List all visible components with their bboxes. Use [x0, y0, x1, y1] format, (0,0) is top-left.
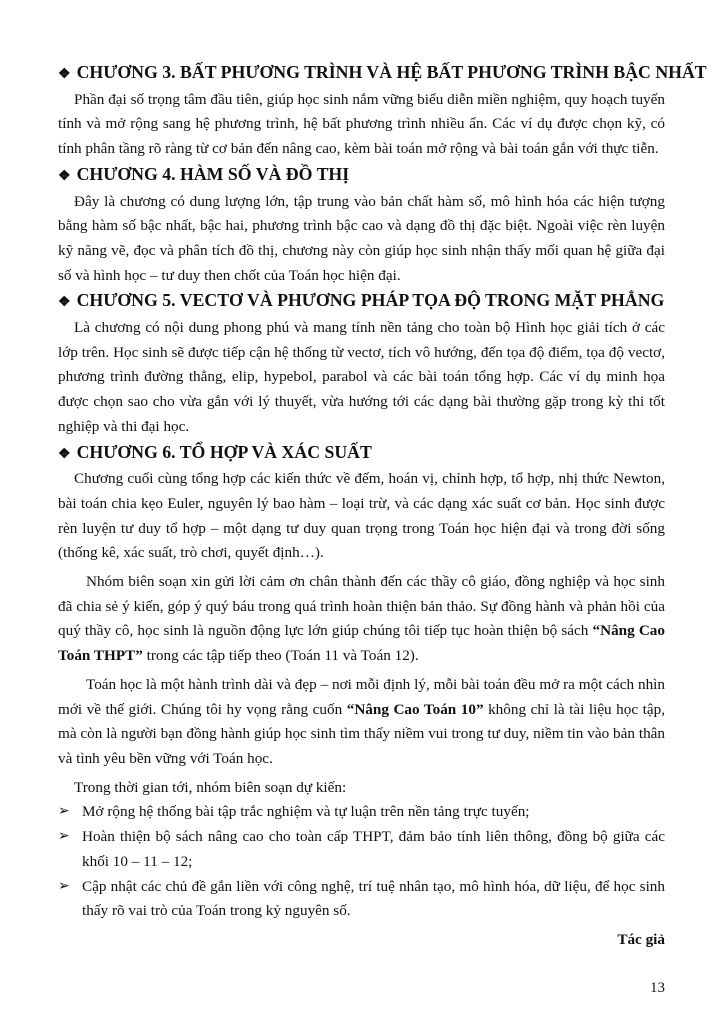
plan-text: Cập nhật các chủ đề gắn liền với công nghệ, trí tuệ nhân tạo, mô hình hóa, dữ liệu, để học sinh thấy rõ vai trò của Toán trong kỷ nguyên số.	[82, 877, 665, 920]
chapter-4-body: Đây là chương có dung lượng lớn, tập trung vào bản chất hàm số, mô hình hóa các hiện tượng bằng hàm số bậc nhất, bậc hai, phương trình bậc cao và dạng đồ thị đặc biệt. Ngoài việc rèn luyện kỹ năng vẽ, đọc và phân tích đồ thị, chương này còn giúp học sinh nhận thấy mối quan hệ giữa đại số và hình học – tư duy then chốt của Toán học hiện đại.	[58, 192, 665, 284]
diamond-bullet-icon: ❖	[58, 168, 71, 184]
plans-list	[58, 800, 665, 924]
thanks-paragraph	[58, 570, 665, 669]
chapter-6-title: CHƯƠNG 6. TỔ HỢP VÀ XÁC SUẤT	[76, 441, 372, 462]
diamond-bullet-icon: ❖	[58, 67, 71, 82]
plan-text: Hoàn thiện bộ sách nâng cao cho toàn cấp THPT, đảm bảo tính liên thông, đồng bộ giữa các khối 10 – 11 – 12;	[82, 828, 665, 870]
chapter-5	[58, 288, 665, 439]
diamond-bullet-icon: ❖	[58, 295, 71, 311]
arrow-bullet-icon: ➢	[58, 829, 70, 845]
chapter-5-body: Là chương có nội dung phong phú và mang tính nền tảng cho toàn bộ Hình học giải tích ở các lớp trên. Học sinh sẽ được tiếp cận hệ thống từ vectơ, tích vô hướng, đến tọa độ điểm, tọa độ vectơ, phương trình đường thẳng, elip, hypebol, parabol và các bài toán tổng hợp. Các ví dụ minh họa được chọn sao cho vừa gắn với lý thuyết, vừa hướng tới các dạng bài thường gặp trong kỳ thi tốt nghiệp và thi đại học.	[58, 319, 665, 435]
chapter-3	[58, 60, 707, 162]
journey-paragraph	[58, 673, 665, 772]
book-series-title: “Nâng Cao Toán THPT”	[58, 622, 665, 665]
journey-text-end: không chỉ là tài liệu học tập, mà còn là người bạn đồng hành giúp học sinh tìm thấy niềm vui trong tư duy, niềm tin vào bản thân và tình yêu bền vững với Toán học.	[58, 700, 665, 767]
document-page	[58, 60, 707, 953]
chapter-3-title: CHƯƠNG 3. BẤT PHƯƠNG TRÌNH VÀ HỆ BẤT PHƯƠNG TRÌNH BẬC NHẤT	[76, 62, 707, 82]
diamond-bullet-icon: ❖	[58, 446, 71, 462]
chapter-4-title: CHƯƠNG 4. HÀM SỐ VÀ ĐỒ THỊ	[76, 163, 350, 184]
plan-text: Mở rộng hệ thống bài tập trắc nghiệm và tự luận trên nền tảng trực tuyến;	[82, 803, 530, 821]
chapter-6	[58, 440, 665, 567]
chapter-5-heading	[58, 288, 665, 316]
thanks-text-end: trong các tập tiếp theo (Toán 11 và Toán 12).	[142, 647, 419, 665]
page-number: 13	[650, 980, 665, 996]
chapter-3-body: Phần đại số trọng tâm đầu tiên, giúp học sinh nắm vững biểu diễn miền nghiệm, quy hoạch tuyến tính và mở rộng sang hệ phương trình, hệ bất phương trình nhiều ẩn. Các ví dụ được chọn kỹ, có tính phân tầng rõ ràng từ cơ bản đến nâng cao, kèm bài toán mở rộng và bài toán gắn với thực tiễn.	[58, 90, 665, 158]
arrow-bullet-icon: ➢	[58, 804, 70, 820]
chapter-4-heading	[58, 162, 665, 190]
chapter-6-body: Chương cuối cùng tổng hợp các kiến thức về đếm, hoán vị, chỉnh hợp, tổ hợp, nhị thức Newton, bài toán chia kẹo Euler, nguyên lý bao hàm – loại trừ, và các dạng xác suất cơ bản. Học sinh được rèn luyện tư duy tổ hợp – một dạng tư duy quan trọng trong Toán học hiện đại và trong đời sống (thống kê, xác suất, trò chơi, quyết định…).	[58, 470, 665, 562]
arrow-bullet-icon: ➢	[58, 878, 70, 894]
chapter-4	[58, 162, 665, 289]
chapter-3-heading	[58, 60, 707, 88]
book-title: “Nâng Cao Toán 10”	[346, 700, 484, 718]
thanks-text: Nhóm biên soạn xin gửi lời cảm ơn chân thành đến các thầy cô giáo, đồng nghiệp và học sinh đã chia sẻ ý kiến, góp ý quý báu trong quá trình hoàn thiện bản thảo. Sự đồng hành và phản hồi của quý thầy cô, học sinh là nguồn động lực lớn giúp chúng tôi tiếp tục hoàn thiện bộ sách	[58, 573, 665, 640]
author-signature: Tác giả	[617, 930, 665, 948]
list-item	[58, 875, 665, 924]
plans-intro: Trong thời gian tới, nhóm biên soạn dự kiến:	[74, 778, 347, 796]
list-item	[58, 800, 665, 825]
list-item	[58, 825, 665, 874]
chapter-5-title: CHƯƠNG 5. VECTƠ VÀ PHƯƠNG PHÁP TỌA ĐỘ TRONG MẶT PHẲNG	[76, 290, 665, 311]
journey-text: Toán học là một hành trình dài và đẹp – nơi mỗi định lý, mỗi bài toán đều mở ra một cách nhìn mới về thế giới. Chúng tôi hy vọng rằng cuốn	[58, 675, 665, 718]
chapter-6-heading	[58, 440, 665, 468]
